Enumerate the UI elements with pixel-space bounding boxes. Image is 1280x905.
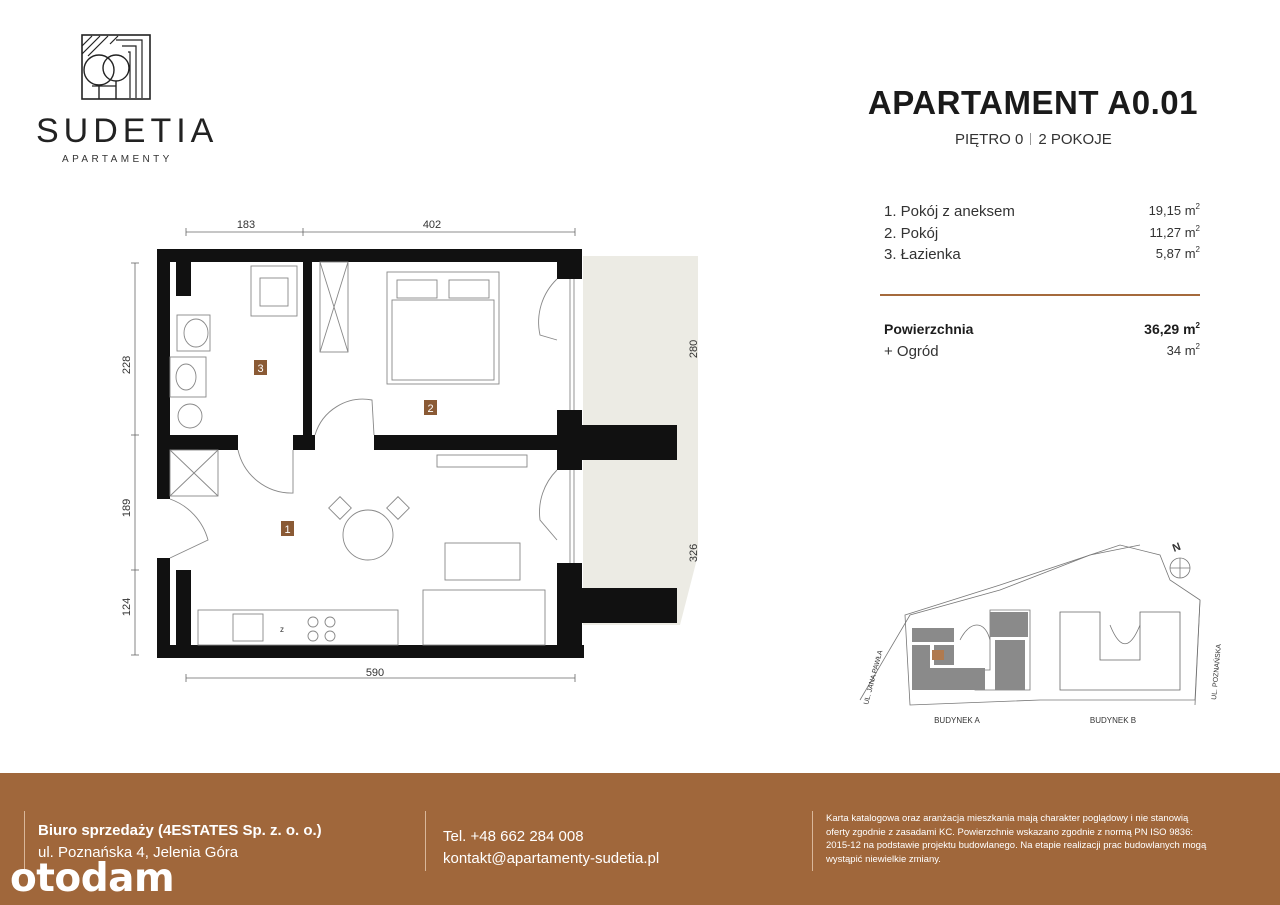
furniture <box>170 262 574 645</box>
room-row <box>884 246 1200 263</box>
room-area: 11,27 $m^2$ <box>1149 224 1200 240</box>
dim-left-lower: 124 <box>121 597 133 617</box>
room-marker-1-label: 1 <box>284 524 291 536</box>
email-link[interactable]: kontakt@apartamenty-sudetia.pl <box>443 850 660 867</box>
disclaimer-text: Karta katalogowa oraz aranżacja mieszkania mają charakter poglądowy i nie stanowią oferty zgodnie z zasadami KC. Powierzchnie wskazano zgodnie z normą PN ISO 9836: 2015-12 na podstawie projektu budowlanego. Na etapie realizacji prac budowlanych mogą wystąpić niewielkie zmiany. <box>826 813 1207 865</box>
dim-left-middle: 189 <box>121 498 133 518</box>
office-address: ul. Poznańska 4, Jelenia Góra <box>38 844 239 861</box>
divider <box>880 294 1200 296</box>
floor-label: PIĘTRO 0 <box>955 131 1024 148</box>
footer <box>0 773 1280 905</box>
footer-divider <box>425 811 426 871</box>
otodam-watermark: otodam <box>10 856 175 901</box>
site-outlines <box>860 545 1200 705</box>
room-marker-2-label: 2 <box>427 403 434 415</box>
garden-row <box>884 343 1200 360</box>
apartment-title: APARTAMENT A0.01 <box>867 84 1198 121</box>
selected-apartment-marker <box>932 650 944 660</box>
building-a <box>912 612 1028 690</box>
phone-link[interactable]: Tel. +48 662 284 008 <box>443 828 584 845</box>
dim-top-left: 183 <box>236 219 256 231</box>
dim-right-upper: 280 <box>688 339 700 359</box>
room-row <box>884 203 1200 220</box>
garden-value: 34 $m^2$ <box>1166 342 1200 358</box>
separator <box>1030 133 1031 145</box>
dim-left-upper: 228 <box>121 355 133 375</box>
room-label: 1. Pokój z aneksem <box>884 203 1015 220</box>
dim-bottom: 590 <box>365 667 385 679</box>
dim-right-lower: 326 <box>688 543 700 563</box>
room-area: 5,87 $m^2$ <box>1155 245 1200 261</box>
floor-plan <box>110 210 710 690</box>
street-right-label: UL. POZNAŃSKA <box>1211 643 1223 701</box>
compass-label: N <box>1170 540 1183 555</box>
total-area-row <box>884 321 1200 337</box>
street-left-label: UL. JANA PAWŁA <box>863 649 885 706</box>
stove-mark: z <box>280 625 284 634</box>
room-label: 3. Łazienka <box>884 246 961 263</box>
footer-divider <box>812 811 813 871</box>
brand-name: SUDETIA <box>36 112 219 150</box>
sudetia-logo-icon <box>80 34 152 100</box>
site-plan <box>850 535 1235 735</box>
total-area-value: 36,29 $m^2$ <box>1144 321 1200 337</box>
total-area-label: Powierzchnia <box>884 321 974 337</box>
rooms-count-label: 2 POKOJE <box>1038 131 1112 148</box>
building-a-label: BUDYNEK A <box>934 716 980 725</box>
room-label: 2. Pokój <box>884 225 939 242</box>
apartment-subtitle <box>955 131 1112 148</box>
room-area: 19,15 $m^2$ <box>1148 202 1200 218</box>
building-b-label: BUDYNEK B <box>1089 716 1137 725</box>
room-marker-3-label: 3 <box>257 363 264 375</box>
dim-top-right: 402 <box>422 219 442 231</box>
office-title: Biuro sprzedaży (4ESTATES Sp. z. o. o.) <box>38 822 322 839</box>
room-row <box>884 225 1200 242</box>
brand-subtitle: APARTAMENTY <box>62 154 173 165</box>
garden-label: + Ogród <box>884 343 939 360</box>
